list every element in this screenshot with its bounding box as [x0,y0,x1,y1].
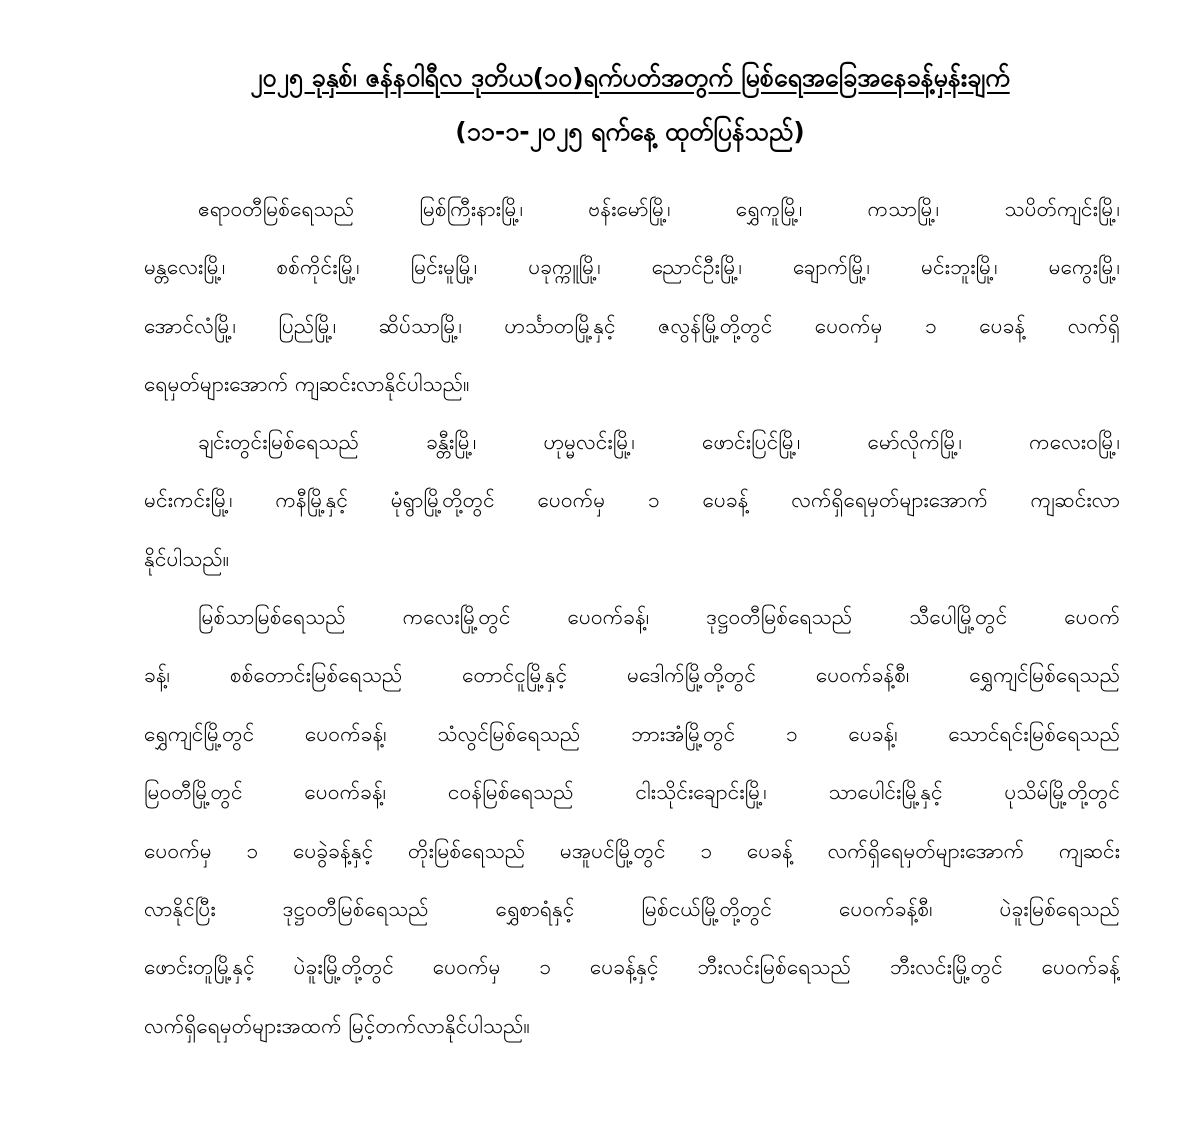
paragraph-line: ရေမှတ်များအောက် ကျဆင်းလာနိုင်ပါသည်။ [144,372,470,397]
paragraph-line: မင်းကင်းမြို့၊ ကနီမြို့နှင့် မုံရွာမြို့တို့တွင် ပေ၀က်မှ ၁ ပေခန့် လက်ရှိရေမှတ်များအောက် ကျဆင်းလာ [144,488,1120,513]
paragraph-irrawaddy [144,180,1120,414]
paragraph-line: လာနိုင်ပြီး ဒုဋ္ဌဝတီမြစ်ရေသည် ရွှေစာရံနှင့် မြစ်ငယ်မြို့တို့တွင် ပေ၀က်ခန့်စီ၊ ပဲခူးမြစ်ရေသည် [144,896,1120,921]
paragraph-line: မြဝတီမြို့တွင် ပေ၀က်ခန့်၊ ငဝန်မြစ်ရေသည် ငါးသိုင်းချောင်းမြို့၊ သာပေါင်းမြို့နှင့် ပုသိမ်မြို့တို့တွင် [144,780,1120,805]
paragraph-line: ဖောင်းတူမြို့နှင့် ပဲခူးမြို့တို့တွင် ပေ၀က်မှ ၁ ပေခန့်နှင့် ဘီးလင်းမြစ်ရေသည် ဘီးလင်းမြို့တွင် ပေ၀က်ခန့် [144,955,1120,980]
paragraph-line: ဧရာဝတီမြစ်ရေသည် မြစ်ကြီးနားမြို့၊ ဗန်းမော်မြို့၊ ရွှေကူမြို့၊ ကသာမြို့၊ သပိတ်ကျင်းမြို့၊ [198,197,1120,221]
paragraph-chindwin [144,413,1120,588]
paragraph-line: လက်ရှိရေမှတ်များအထက် မြင့်တက်လာနိုင်ပါသည်။ [144,1013,530,1038]
paragraph-line: ခန့်၊ စစ်တောင်းမြစ်ရေသည် တောင်ငူမြို့နှင့် မဒေါက်မြို့တို့တွင် ပေ၀က်ခန့်စီ၊ ရွှေကျင်မြစ်ရေသည် [144,663,1120,688]
paragraph-line: မန္တလေးမြို့၊ စစ်ကိုင်းမြို့၊ မြင်းမူမြို့၊ ပခုက္ကူမြို့၊ ညောင်ဦးမြို့၊ ချောက်မြို့၊ မင်းဘူးမြို့၊ မကွေးမြို့၊ [144,255,1120,280]
paragraph-line: ပေ၀က်မှ ၁ ပေခွဲခန့်နှင့် တိုးမြစ်ရေသည် မအူပင်မြို့တွင် ၁ ပေခန့် လက်ရှိရေမှတ်များအောက် ကျဆင်း [144,838,1120,863]
paragraph-line: နိုင်ပါသည်။ [144,546,230,571]
paragraph-other-rivers [144,588,1120,1055]
paragraph-line: ရွှေကျင်မြို့တွင် ပေ၀က်ခန့်၊ သံလွင်မြစ်ရေသည် ဘားအံမြို့တွင် ၁ ပေခန့်၊ သောင်ရင်းမြစ်ရေသည် [144,721,1120,746]
paragraph-line: မြစ်သာမြစ်ရေသည် ကလေးမြို့တွင် ပေ၀က်ခန့်၊ ဒုဋ္ဌဝတီမြစ်ရေသည် သီပေါမြို့တွင် ပေ၀က် [198,605,1120,629]
paragraph-line: အောင်လံမြို့၊ ပြည်မြို့၊ ဆိပ်သာမြို့၊ ဟင်္သာတမြို့နှင့် ဇလွန်မြို့တို့တွင် ပေ၀က်မှ ၁ ပေခန့် လက်ရှိ [144,313,1120,338]
document-subtitle: (၁၁-၁-၂၀၂၅ ရက်နေ့ ထုတ်ပြန်သည်) [455,117,805,146]
paragraph-line: ချင်းတွင်းမြစ်ရေသည် ခန္တီးမြို့၊ ဟုမ္မလင်းမြို့၊ ဖောင်းပြင်မြို့၊ မော်လိုက်မြို့၊ ကလေးဝမြို့၊ [198,430,1120,454]
document-title: ၂၀၂၅ ခုနှစ်၊ ဇန်နဝါရီလ ဒုတိယ(၁၀)ရက်ပတ်အတွက် မြစ်ရေအခြေအနေခန့်မှန်းချက် [250,63,1010,92]
